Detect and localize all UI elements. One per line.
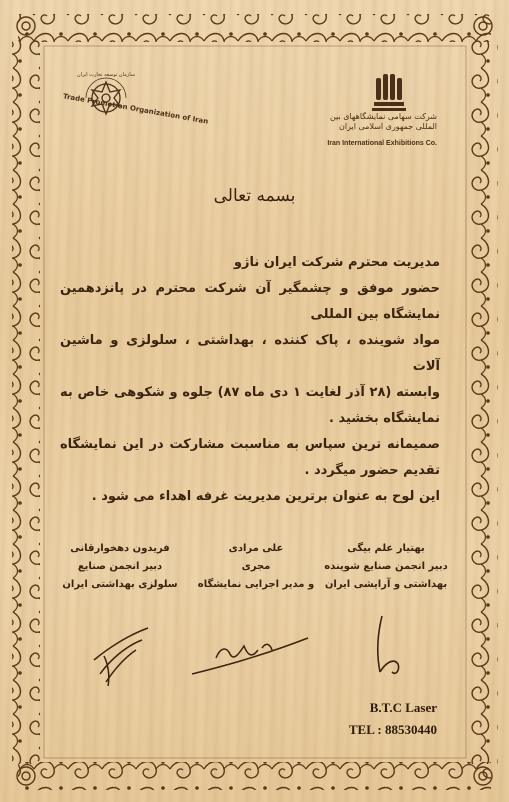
iec-name-en: Iran International Exhibitions Co. [327, 140, 437, 147]
signature-3 [86, 620, 156, 690]
body-line-2: مواد شوینده ، پاک کننده ، بهداشتی ، سلولزی و ماشین آلات [60, 333, 440, 374]
signatory-1 [316, 540, 456, 594]
signatory-role: دبیر انجمن صنایع [77, 561, 163, 572]
body-line-5: این لوح به عنوان برترین مدیریت غرفه اهداء می شود . [91, 489, 440, 504]
maker-phone: TEL : 88530440 [348, 722, 437, 737]
signatory-role: و مدیر اجرایی نمایشگاه [197, 579, 315, 590]
signatory-role: سلولزی بهداشتی ایران [62, 579, 178, 590]
iec-name-ar: شرکت سهامی نمایشگاههای بین المللی جمهوری اسلامی ایران [329, 112, 437, 131]
body-line-3: وابسته (۲۸ آذر لغایت ۱ دی ماه ۸۷) جلوه و شکوهی خاص به نمایشگاه بخشید . [60, 385, 440, 426]
signatory-role: دبیر انجمن صنایع شوینده [324, 561, 448, 572]
tpo-arabic: سازمان توسعه تجارت ایران [77, 72, 135, 78]
body-line-4: صمیمانه ترین سپاس به مناسبت مشارکت در این نمایشگاه تقدیم حضور میگردد . [60, 437, 440, 478]
signatory-role: بهداشتی و آرایشی ایران [324, 579, 448, 590]
signature-2 [186, 628, 316, 682]
signatory-name: علی مرادی [228, 543, 284, 554]
body-line-1: حضور موفق و چشمگیر آن شرکت محترم در پانزدهمین نمایشگاه بین المللی [60, 281, 440, 322]
addressee: مدیریت محترم شرکت ایران ناژو [233, 255, 440, 270]
certificate-body [60, 250, 440, 510]
signatory-name: بهتیار علم بیگی [347, 543, 425, 554]
signatory-name: فریدون دهخوارقانی [70, 543, 170, 554]
signatory-role: مجری [241, 561, 271, 572]
page-title: بسمه تعالی [213, 186, 296, 206]
tpo-name-en: Trade Promotion Organization of Iran [62, 92, 209, 126]
signatory-2 [186, 540, 326, 594]
maker-name: B.T.C Laser [369, 700, 437, 715]
signatory-3 [50, 540, 190, 594]
signature-1 [360, 612, 420, 682]
iec-logo [368, 72, 412, 114]
